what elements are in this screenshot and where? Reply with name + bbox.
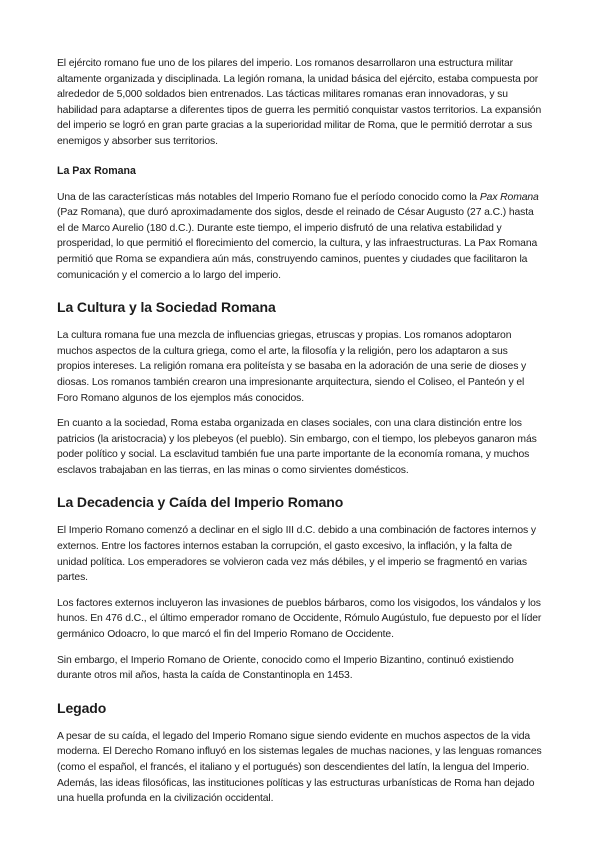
paragraph-army: El ejército romano fue uno de los pilares del imperio. Los romanos desarrollaron una estructura militar altamente organizada y disciplinada. La legión romana, la unidad básica del ejército, estaba compuesta por alrededor de 5,000 soldados bien entrenados. Las tácticas militares romanas eran innovadoras, y su habilidad para adaptarse a diferentes tipos de guerra les permitió conquistar vastos territorios. La expansión del imperio se logró en gran parte gracias a la superioridad militar de Roma, que le permitió derrotar a sus enemigos y absorber sus territorios. [57,58,542,147]
pax-romana-emphasis: Pax Romana [479,191,539,203]
heading-decadencia: La Decadencia y Caída del Imperio Romano [57,494,344,511]
paragraph-legado: A pesar de su caída, el legado del Imperio Romano sigue siendo evidente en muchos aspectos de la vida moderna. El Derecho Romano influyó en los sistemas legales de muchas naciones, y las lenguas romances (como el español, el francés, el italiano y el portugués) son descendientes del latín, la lengua del Imperio. Además, las ideas filosóficas, las instituciones políticas y las estructuras urbanísticas de Roma han dejado una huella profunda en la civilización occidental. [57,730,542,805]
document-body [57,56,543,807]
paragraph-cultura-1: La cultura romana fue una mezcla de influencias griegas, etruscas y propias. Los romanos adoptaron muchos aspectos de la cultura griega, como el arte, la filosofía y la religión, pero los adaptaron a sus propios intereses. La religión romana era politeísta y se basaba en la adoración de una serie de dioses y diosas. Los romanos también crearon una impresionante arquitectura, siendo el Coliseo, el Panteón y el Foro Romano algunos de los ejemplos más conocidos. [57,330,527,404]
heading-legado: Legado [57,699,107,716]
paragraph-decadencia-3: Sin embargo, el Imperio Romano de Oriente, conocido como el Imperio Bizantino, continuó existiendo durante otros mil años, hasta la caída de Constantinopla en 1453. [57,654,514,682]
pax-text-start: Una de las características más notables del Imperio Romano fue el período conocido como la [57,191,480,203]
paragraph-pax-romana [57,190,543,284]
paragraph-decadencia-2: Los factores externos incluyeron las invasiones de pueblos bárbaros, como los visigodos, los vándalos y los hunos. En 476 d.C., el último emperador romano de Occidente, Rómulo Augústulo, fue depuesto por el líder germánico Odoacro, lo que marcó el fin del Imperio Romano de Occidente. [57,597,542,641]
pax-text-end: (Paz Romana), que duró aproximadamente dos siglos, desde el reinado de César Augusto (27 a.C.) hasta el de Marco Aurelio (180 d.C.). Durante este tiempo, el imperio disfrutó de una relativa estabilidad y prosperidad, lo que permitió el florecimiento del comercio, la cultura, y las infraestructuras. La Pax Romana permitió que Roma se expandiera aún más, construyendo caminos, puentes y ciudades que facilitaron la comunicación y el comercio a lo largo del imperio. [57,207,538,281]
heading-pax-romana: La Pax Romana [57,164,136,177]
paragraph-decadencia-1: El Imperio Romano comenzó a declinar en el siglo III d.C. debido a una combinación de factores internos y externos. Entre los factores internos estaban la corrupción, el gasto excesivo, la inflación, y la falta de unidad política. Los emperadores se volvieron cada vez más débiles, y el imperio se fragmentó en varias partes. [57,525,536,584]
heading-cultura-sociedad: La Cultura y la Sociedad Romana [57,299,276,316]
paragraph-cultura-2: En cuanto a la sociedad, Roma estaba organizada en clases sociales, con una clara distinción entre los patricios (la aristocracia) y los plebeyos (el pueblo). Sin embargo, con el tiempo, los plebeyos ganaron más poder político y social. La esclavitud también fue una parte importante de la economía romana, y muchos esclavos trabajaban en las tierras, en las minas o como sirvientes domésticos. [57,418,537,476]
